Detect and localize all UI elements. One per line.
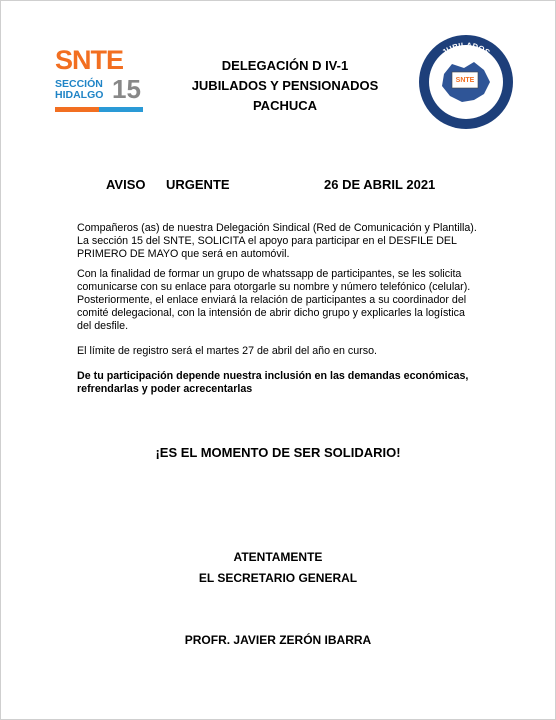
notice-date: 26 DE ABRIL 2021 (324, 177, 436, 192)
snte-seccion-label: SECCIÓN (55, 78, 103, 90)
document-title (160, 56, 410, 116)
notice-label: AVISO (106, 177, 146, 192)
notice-urgency: URGENTE (166, 177, 230, 192)
body-paragraph-2: Con la finalidad de formar un grupo de whatssapp de participantes, se les solicita comunicarse con su enlace para otorgarle su nombre y número telefónico (celular). Posteriormente, el enlace enviará la relación de participantes a su coordinador del comité delegacional, con la intensión de abrir dicho grupo y explicarles la logística del desfile. (77, 268, 471, 332)
title-line-3: PACHUCA (252, 98, 318, 113)
seal-bottom-text: PENSIONADOS (442, 105, 490, 121)
snte-wordmark-text: SNTE (55, 45, 124, 75)
closing-position: EL SECRETARIO GENERAL (198, 571, 358, 585)
body-paragraph-4: De tu participación depende nuestra inclusión en las demandas económicas, refrendarlas y poder acrecentarlas (77, 370, 469, 395)
body-paragraph-3: El límite de registro será el martes 27 de abril del año en curso. (77, 345, 377, 357)
closing-salutation: ATENTAMENTE (233, 550, 323, 564)
title-line-1: DELEGACIÓN D IV-1 (221, 58, 349, 73)
snte-logo (55, 45, 145, 120)
signer-name: PROFR. JAVIER ZERÓN IBARRA (184, 633, 372, 647)
snte-section-number: 15 (112, 74, 141, 104)
seal-inner-mark: SNTE (455, 77, 475, 84)
title-line-2: JUBILADOS Y PENSIONADOS (191, 78, 379, 93)
snte-hidalgo-label: HIDALGO (55, 89, 104, 101)
jubilados-seal (418, 34, 514, 130)
seal-top-text: JUBILADOS (440, 40, 492, 58)
snte-tagline-bar (55, 107, 143, 112)
slogan: ¡ES EL MOMENTO DE SER SOLIDARIO! (155, 445, 401, 460)
body-paragraph-1: Compañeros (as) de nuestra Delegación Sindical (Red de Comunicación y Plantilla). La sección 15 del SNTE, SOLICITA el apoyo para participar en el DESFILE DEL PRIMERO DE MAYO que será en automóvil. (77, 222, 477, 260)
snte-wordmark (55, 45, 123, 75)
